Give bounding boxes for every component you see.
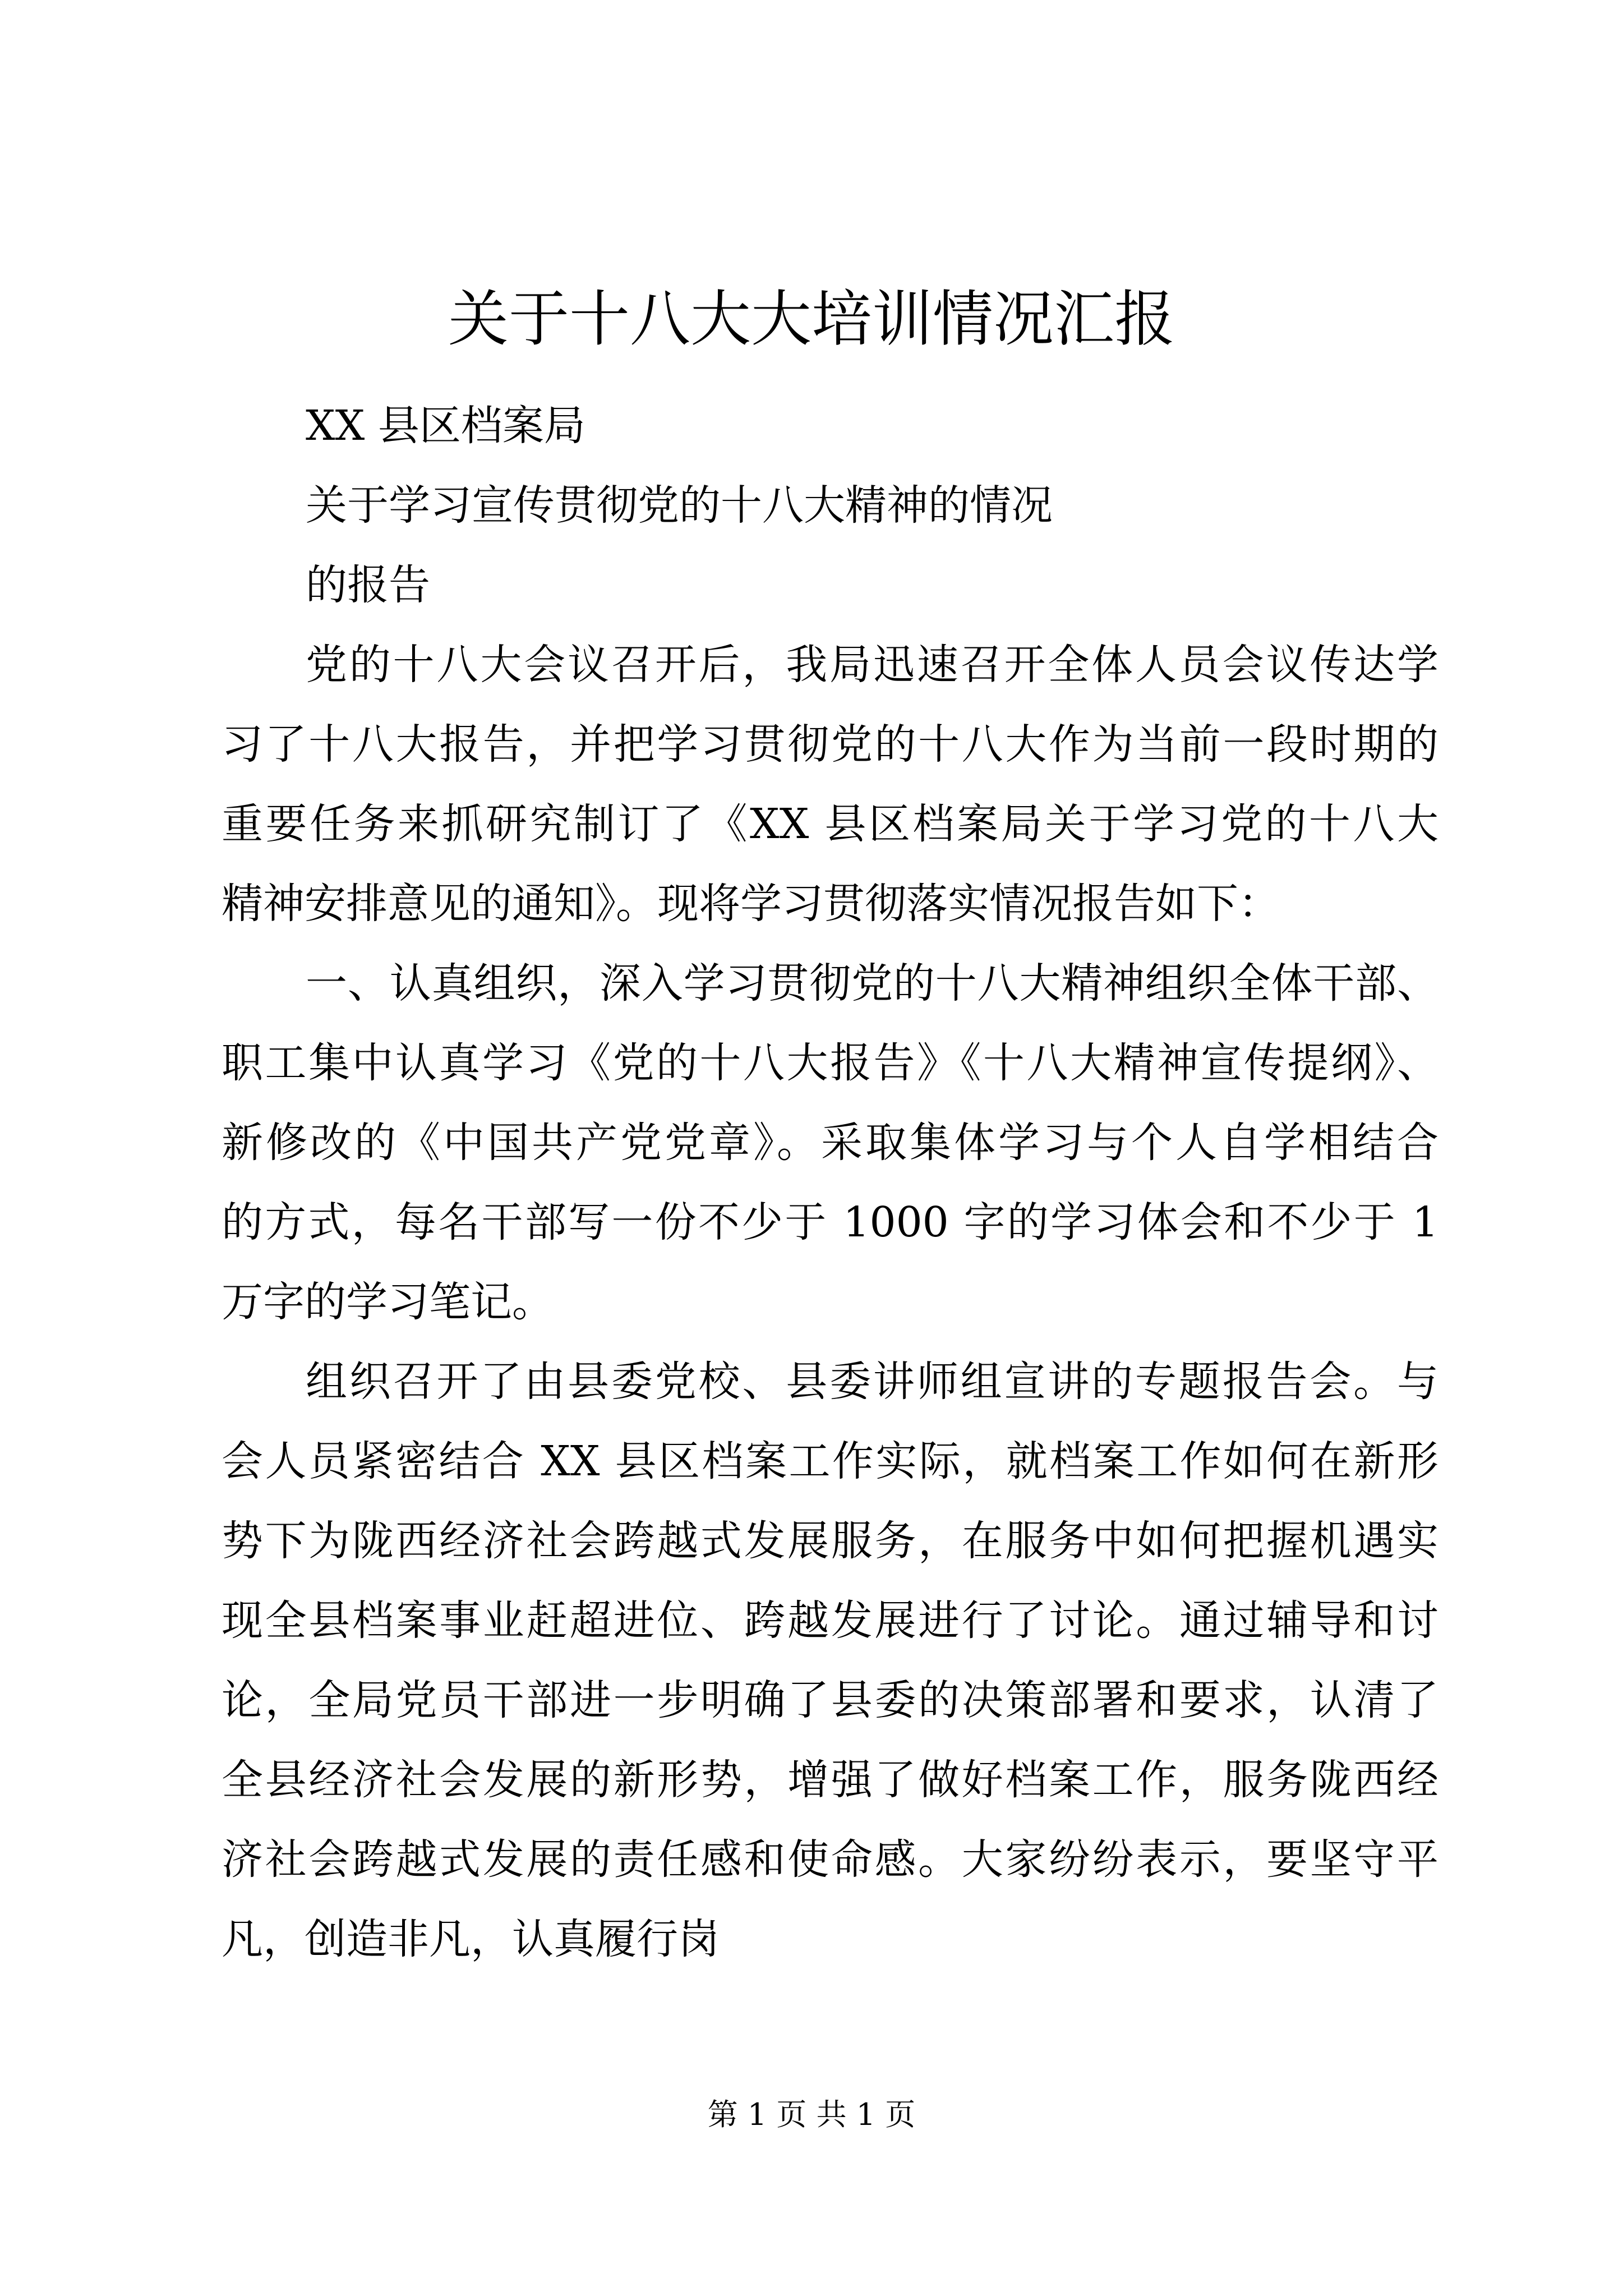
paragraph-line: 万字的学习笔记。 — [222, 1278, 554, 1326]
document-title: 关于十八大大培训情况汇报 — [448, 284, 1175, 355]
paragraph-lecture — [222, 1342, 1438, 1979]
page-number-footer: 第 1 页 共 1 页 — [707, 2097, 916, 2132]
header-line-report: 的报告 — [306, 561, 430, 609]
document-body — [222, 386, 1438, 1979]
header-line-subject: 关于学习宣传贯彻党的十八大精神的情况 — [306, 481, 1053, 530]
paragraph-line: 凡，创造非凡，认真履行岗 — [222, 1915, 720, 1963]
paragraph-line: 新修改的《中国共产党党章》。采取集体学习与个人自学相结合 — [222, 1119, 1438, 1167]
paragraph-line: 职工集中认真学习《党的十八大报告》《十八大精神宣传提纲》、 — [222, 1039, 1438, 1087]
paragraph-line: 精神安排意见的通知》。现将学习贯彻落实情况报告如下： — [222, 880, 1280, 928]
paragraph-intro — [222, 625, 1438, 944]
header-line-organization: XX 县区档案局 — [306, 402, 585, 450]
paragraph-line: 党的十八大会议召开后，我局迅速召开全体人员会议传达学 — [306, 641, 1438, 689]
paragraph-line: 会人员紧密结合 XX 县区档案工作实际，就档案工作如何在新形 — [222, 1437, 1438, 1485]
paragraph-line: 的方式，每名干部写一份不少于 1000 字的学习体会和不少于 1 — [222, 1198, 1438, 1246]
paragraph-line: 论，全局党员干部进一步明确了县委的决策部署和要求，认清了 — [222, 1676, 1438, 1724]
paragraph-line: 重要任务来抓研究制订了《XX 县区档案局关于学习党的十八大 — [222, 800, 1438, 848]
paragraph-line: 组织召开了由县委党校、县委讲师组宣讲的专题报告会。与 — [306, 1358, 1438, 1406]
paragraph-line: 现全县档案事业赶超进位、跨越发展进行了讨论。通过辅导和讨 — [222, 1596, 1438, 1645]
paragraph-line: 济社会跨越式发展的责任感和使命感。大家纷纷表示，要坚守平 — [222, 1835, 1438, 1884]
paragraph-line: 习了十八大报告，并把学习贯彻党的十八大作为当前一段时期的 — [222, 720, 1438, 769]
paragraph-line: 势下为陇西经济社会跨越式发展服务，在服务中如何把握机遇实 — [222, 1517, 1438, 1565]
paragraph-section-one — [222, 944, 1438, 1342]
paragraph-line: 全县经济社会发展的新形势，增强了做好档案工作，服务陇西经 — [222, 1756, 1438, 1804]
paragraph-line: 一、认真组织，深入学习贯彻党的十八大精神组织全体干部、 — [306, 959, 1438, 1007]
